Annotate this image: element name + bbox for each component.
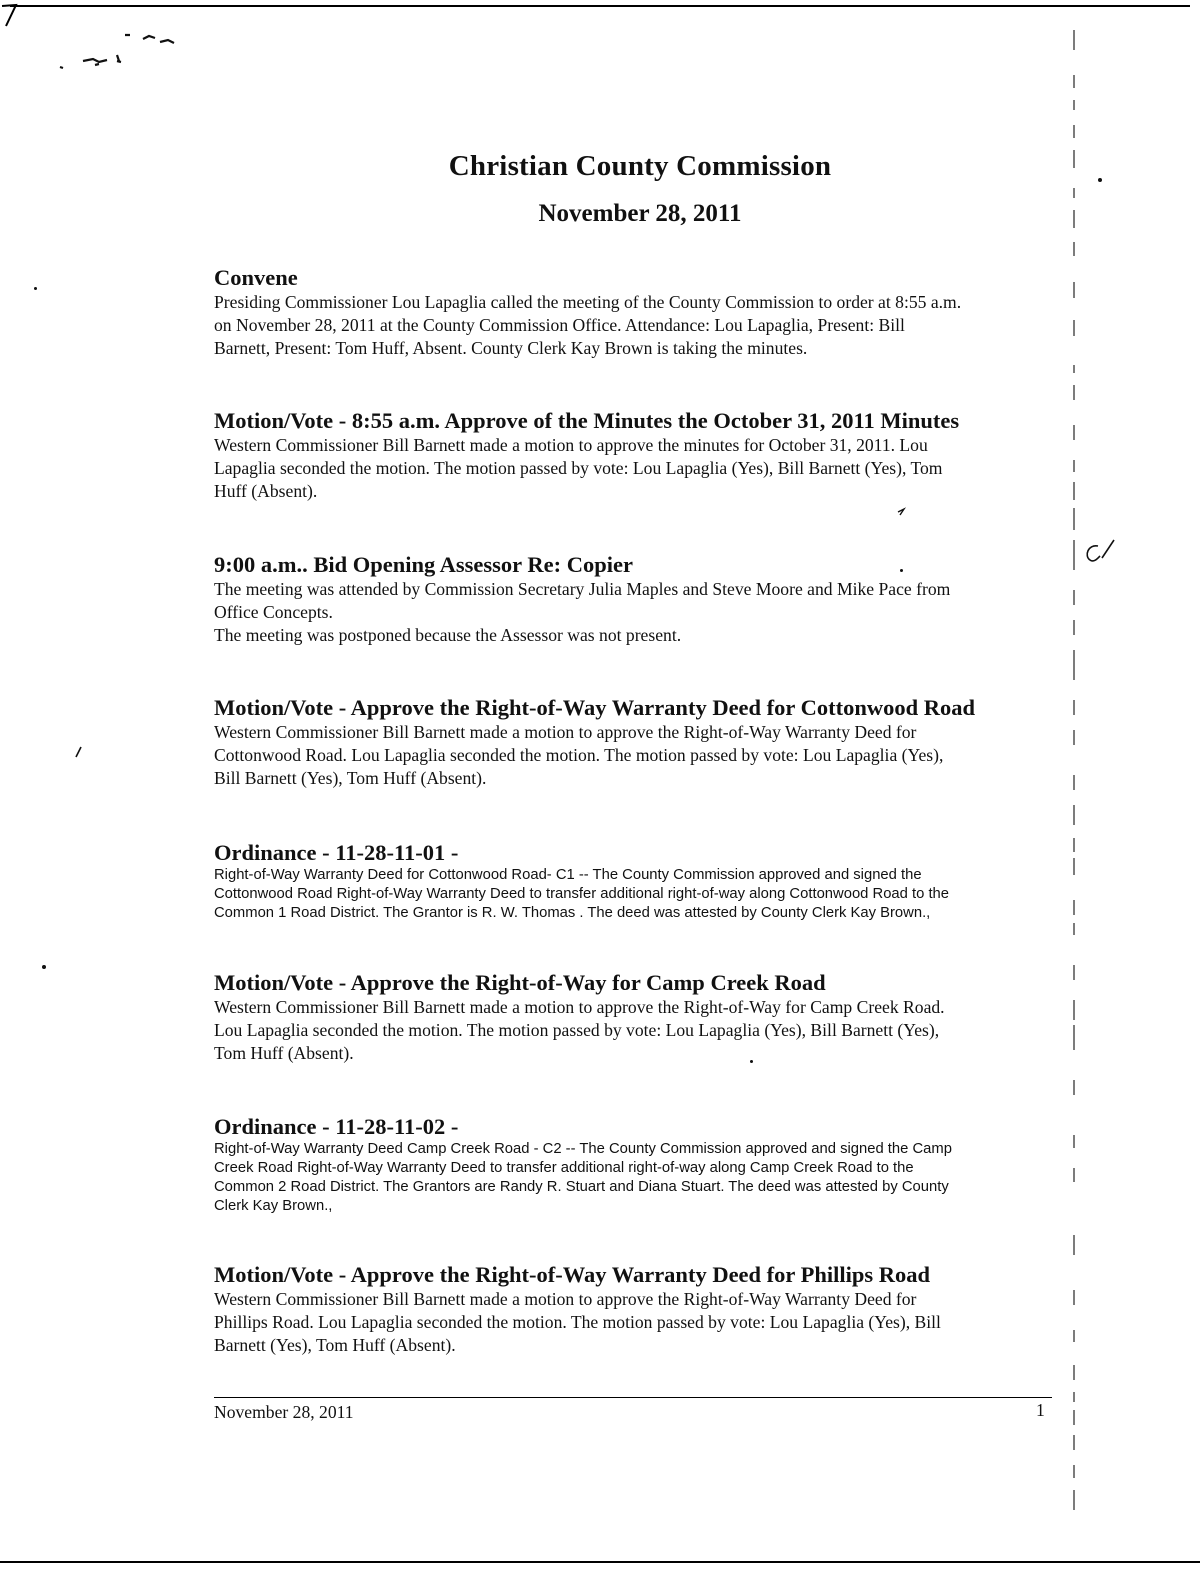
body-line: The meeting was attended by Commission Secretary Julia Maples and Steve Moore and Mike Pace from: [214, 579, 951, 599]
scan-tick-mark: [72, 745, 84, 759]
section-phillips-deed: [214, 1262, 1064, 1357]
document-title: Christian County Commission: [448, 150, 832, 182]
page-number: 1: [1036, 1400, 1045, 1420]
scan-tick-mark: [895, 503, 907, 517]
body-line: Lou Lapaglia seconded the motion. The motion passed by vote: Lou Lapaglia (Yes), Bill Barnett (Yes),: [214, 1020, 940, 1040]
section-approve-minutes: [214, 408, 1064, 503]
section-heading: 9:00 a.m.. Bid Opening Assessor Re: Copier: [214, 552, 633, 577]
body-line: Bill Barnett (Yes), Tom Huff (Absent).: [214, 768, 487, 788]
section-heading: Motion/Vote - 8:55 a.m. Approve of the Minutes the October 31, 2011 Minutes: [214, 408, 960, 433]
footer-date: November 28, 2011: [214, 1402, 354, 1422]
body-line: Cottonwood Road Right-of-Way Warranty Deed to transfer additional right-of-way along Cottonwood Road to the: [214, 886, 950, 902]
document-date: November 28, 2011: [538, 200, 742, 227]
body-line: on November 28, 2011 at the County Commission Office. Attendance: Lou Lapaglia, Present: Bill: [214, 315, 905, 335]
section-camp-creek-row: [214, 970, 1064, 1065]
body-line: Huff (Absent).: [214, 481, 318, 501]
scan-dot: [34, 287, 37, 290]
body-line: Phillips Road. Lou Lapaglia seconded the motion. The motion passed by vote: Lou Lapaglia (Yes), Bill: [214, 1312, 941, 1332]
body-line: Presiding Commissioner Lou Lapaglia called the meeting of the County Commission to order at 8:55 a.m.: [214, 292, 962, 312]
body-line: Cottonwood Road. Lou Lapaglia seconded the motion. The motion passed by vote: Lou Lapaglia (Yes),: [214, 745, 944, 765]
body-line: Lapaglia seconded the motion. The motion passed by vote: Lou Lapaglia (Yes), Bill Barnett (Yes), Tom: [214, 458, 943, 478]
section-heading: Convene: [214, 265, 298, 290]
section-bid-opening: [214, 552, 1064, 647]
body-line: Office Concepts.: [214, 602, 333, 622]
scan-top-border: [10, 5, 1190, 7]
footer-rule: [214, 1397, 1052, 1398]
section-heading: Motion/Vote - Approve the Right-of-Way Warranty Deed for Phillips Road: [214, 1262, 931, 1287]
section-heading: Ordinance - 11-28-11-02 -: [214, 1114, 459, 1139]
section-convene: [214, 265, 1064, 360]
section-body: [214, 291, 1064, 360]
section-heading: Ordinance - 11-28-11-01 -: [214, 840, 459, 865]
handwritten-mark: [1078, 536, 1118, 570]
body-line: Common 2 Road District. The Grantors are Randy R. Stuart and Diana Stuart. The deed was attested by County: [214, 1179, 949, 1195]
section-body: [214, 578, 1064, 647]
section-body: [214, 1288, 1064, 1357]
body-line: Right-of-Way Warranty Deed Camp Creek Road - C2 -- The County Commission approved and signed the Camp: [214, 1141, 952, 1157]
body-line: Common 1 Road District. The Grantor is R. W. Thomas . The deed was attested by County Clerk Kay Brown.,: [214, 905, 931, 921]
section-body: [214, 434, 1064, 503]
scan-specks: [55, 25, 185, 80]
section-heading: Motion/Vote - Approve the Right-of-Way Warranty Deed for Cottonwood Road: [214, 695, 976, 720]
scan-bottom-border: [0, 1561, 1200, 1563]
section-body: [214, 721, 1064, 790]
scan-edge-marks: [1072, 30, 1076, 1530]
scan-corner-mark: [0, 2, 18, 28]
body-line: Creek Road Right-of-Way Warranty Deed to transfer additional right-of-way along Camp Creek Road to the: [214, 1160, 914, 1176]
section-body: [214, 996, 1064, 1065]
body-line: Western Commissioner Bill Barnett made a motion to approve the Right-of-Way for Camp Creek Road.: [214, 997, 945, 1017]
section-cottonwood-deed: [214, 695, 1064, 790]
body-line: Western Commissioner Bill Barnett made a motion to approve the minutes for October 31, 2011. Lou: [214, 435, 928, 455]
section-heading: Motion/Vote - Approve the Right-of-Way for Camp Creek Road: [214, 970, 826, 995]
body-line: Barnett (Yes), Tom Huff (Absent).: [214, 1335, 456, 1355]
body-line: Right-of-Way Warranty Deed for Cottonwood Road- C1 -- The County Commission approved and signed the: [214, 867, 922, 883]
body-line: The meeting was postponed because the Assessor was not present.: [214, 625, 682, 645]
section-body: [214, 1140, 1064, 1216]
section-body: [214, 866, 1064, 923]
body-line: Western Commissioner Bill Barnett made a motion to approve the Right-of-Way Warranty Deed for: [214, 1289, 917, 1309]
scan-dot: [42, 965, 46, 969]
body-line: Clerk Kay Brown.,: [214, 1198, 333, 1214]
section-ordinance-02: [214, 1114, 1064, 1216]
section-ordinance-01: [214, 840, 1064, 923]
body-line: Barnett, Present: Tom Huff, Absent. County Clerk Kay Brown is taking the minutes.: [214, 338, 808, 358]
body-line: Tom Huff (Absent).: [214, 1043, 354, 1063]
body-line: Western Commissioner Bill Barnett made a motion to approve the Right-of-Way Warranty Deed for: [214, 722, 917, 742]
